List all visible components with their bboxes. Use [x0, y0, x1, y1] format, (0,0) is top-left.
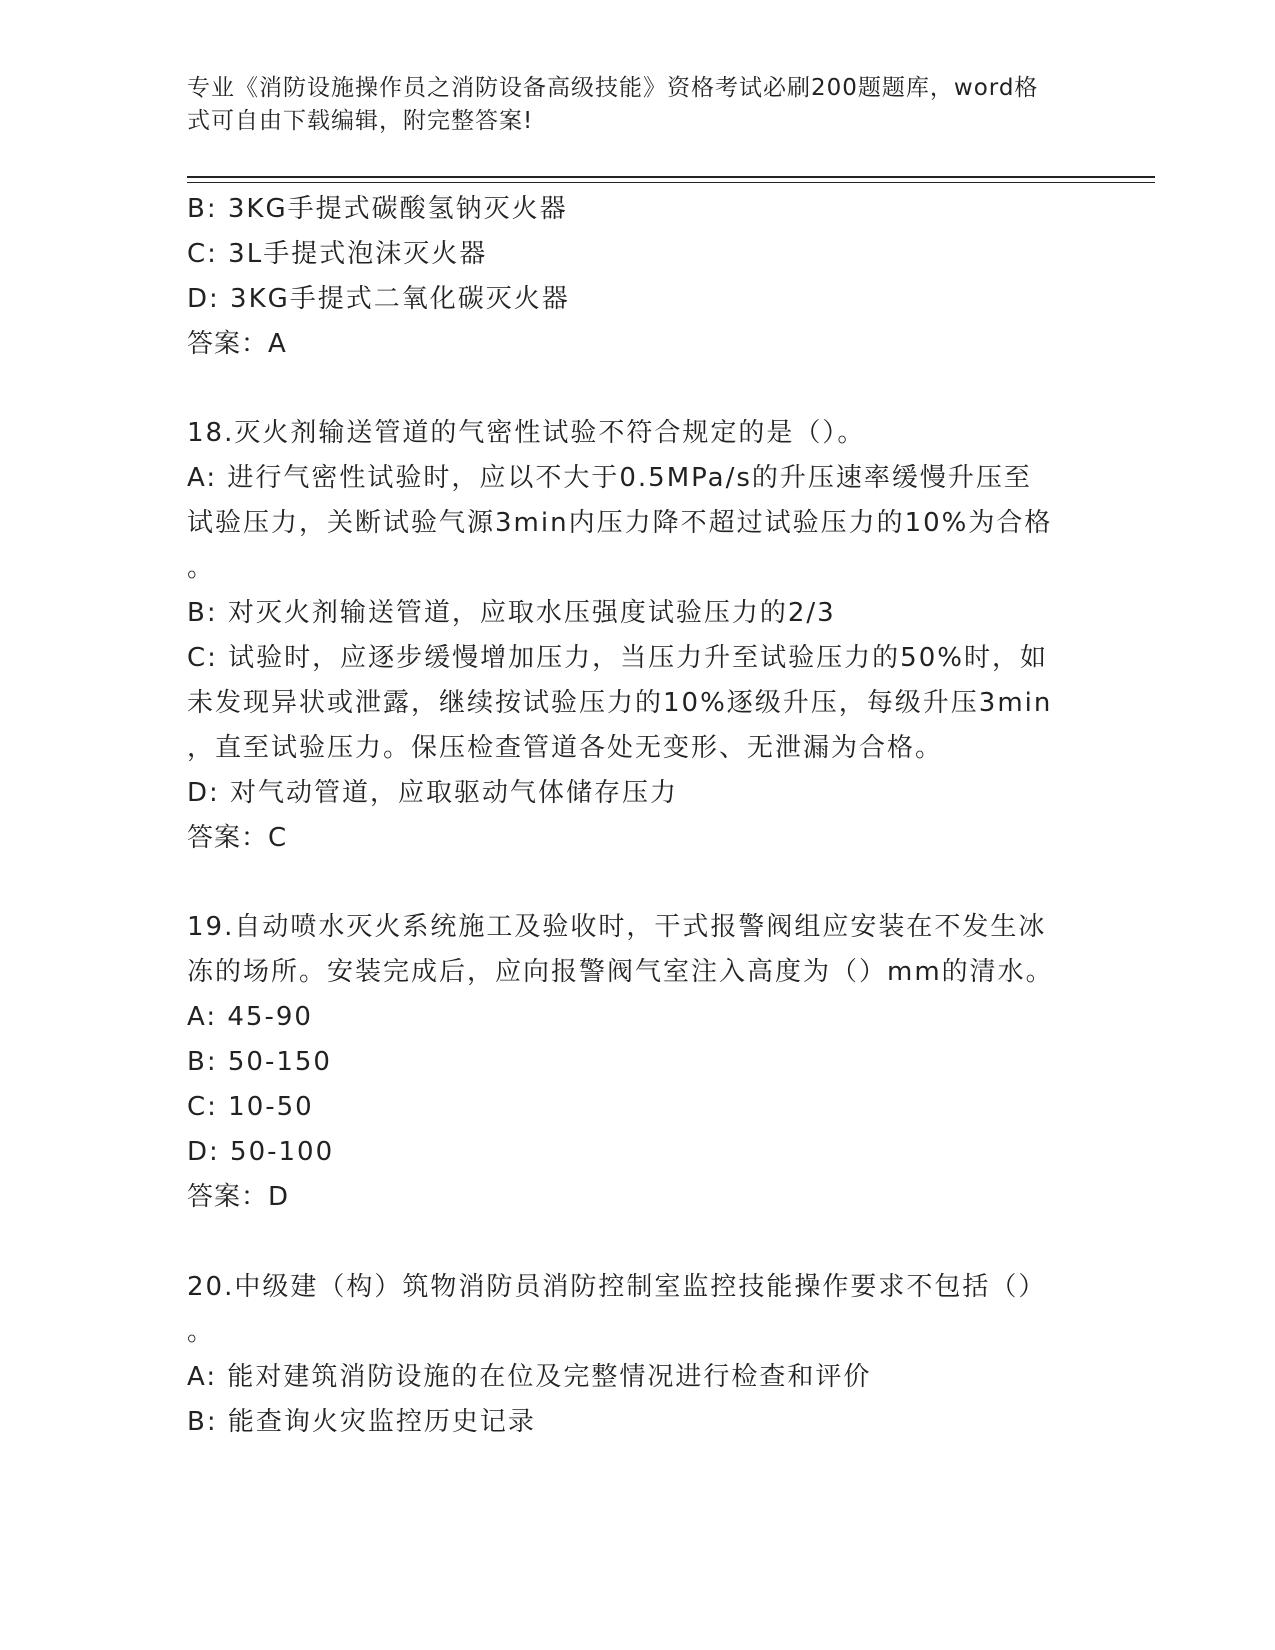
q18-option-c-line-2: 未发现异状或泄露，继续按试验压力的10%逐级升压，每级升压3min — [187, 688, 1053, 718]
q19-option-d: D: 50-100 — [187, 1137, 335, 1167]
header-line-2: 式可自由下载编辑，附完整答案! — [187, 108, 534, 134]
q18-option-a-line-3: 。 — [187, 553, 216, 583]
q18-option-c-line-1: C: 试验时，应逐步缓慢增加压力，当压力升至试验压力的50%时，如 — [187, 643, 1048, 673]
q17-option-c: C: 3L手提式泡沫灭火器 — [187, 239, 488, 269]
q19-stem-line-1: 19.自动喷水灭火系统施工及验收时，干式报警阀组应安装在不发生冰 — [187, 912, 1047, 942]
q18-option-d: D: 对气动管道，应取驱动气体储存压力 — [187, 778, 679, 808]
q17-option-b: B: 3KG手提式碳酸氢钠灭火器 — [187, 194, 568, 224]
q18-option-b: B: 对灭火剂输送管道，应取水压强度试验压力的2/3 — [187, 598, 836, 628]
q17-option-d: D: 3KG手提式二氧化碳灭火器 — [187, 284, 570, 314]
q20-stem-line-1: 20.中级建（构）筑物消防员消防控制室监控技能操作要求不包括（） — [187, 1272, 1047, 1302]
q19-option-c: C: 10-50 — [187, 1092, 314, 1122]
header-divider-thin — [187, 182, 1155, 183]
q18-option-c-line-3: ，直至试验压力。保压检查管道各处无变形、无泄漏为合格。 — [187, 733, 944, 763]
q19-answer: 答案：D — [187, 1182, 290, 1212]
q20-option-b: B: 能查询火灾监控历史记录 — [187, 1407, 536, 1437]
q20-option-a: A: 能对建筑消防设施的在位及完整情况进行检查和评价 — [187, 1362, 872, 1392]
q19-option-b: B: 50-150 — [187, 1047, 332, 1077]
q18-answer: 答案：C — [187, 823, 288, 853]
header-divider — [187, 176, 1155, 178]
q18-option-a-line-2: 试验压力，关断试验气源3min内压力降不超过试验压力的10%为合格 — [187, 508, 1053, 538]
q18-stem: 18.灭火剂输送管道的气密性试验不符合规定的是（）。 — [187, 418, 866, 448]
q17-answer: 答案：A — [187, 329, 287, 359]
q20-stem-line-2: 。 — [187, 1317, 216, 1347]
header-line-1: 专业《消防设施操作员之消防设备高级技能》资格考试必刷200题题库，word格 — [187, 75, 1039, 101]
q19-option-a: A: 45-90 — [187, 1002, 313, 1032]
q18-option-a-line-1: A: 进行气密性试验时，应以不大于0.5MPa/s的升压速率缓慢升压至 — [187, 463, 1032, 493]
q19-stem-line-2: 冻的场所。安装完成后，应向报警阀气室注入高度为（）mm的清水。 — [187, 957, 1054, 987]
document-header — [187, 72, 1067, 138]
